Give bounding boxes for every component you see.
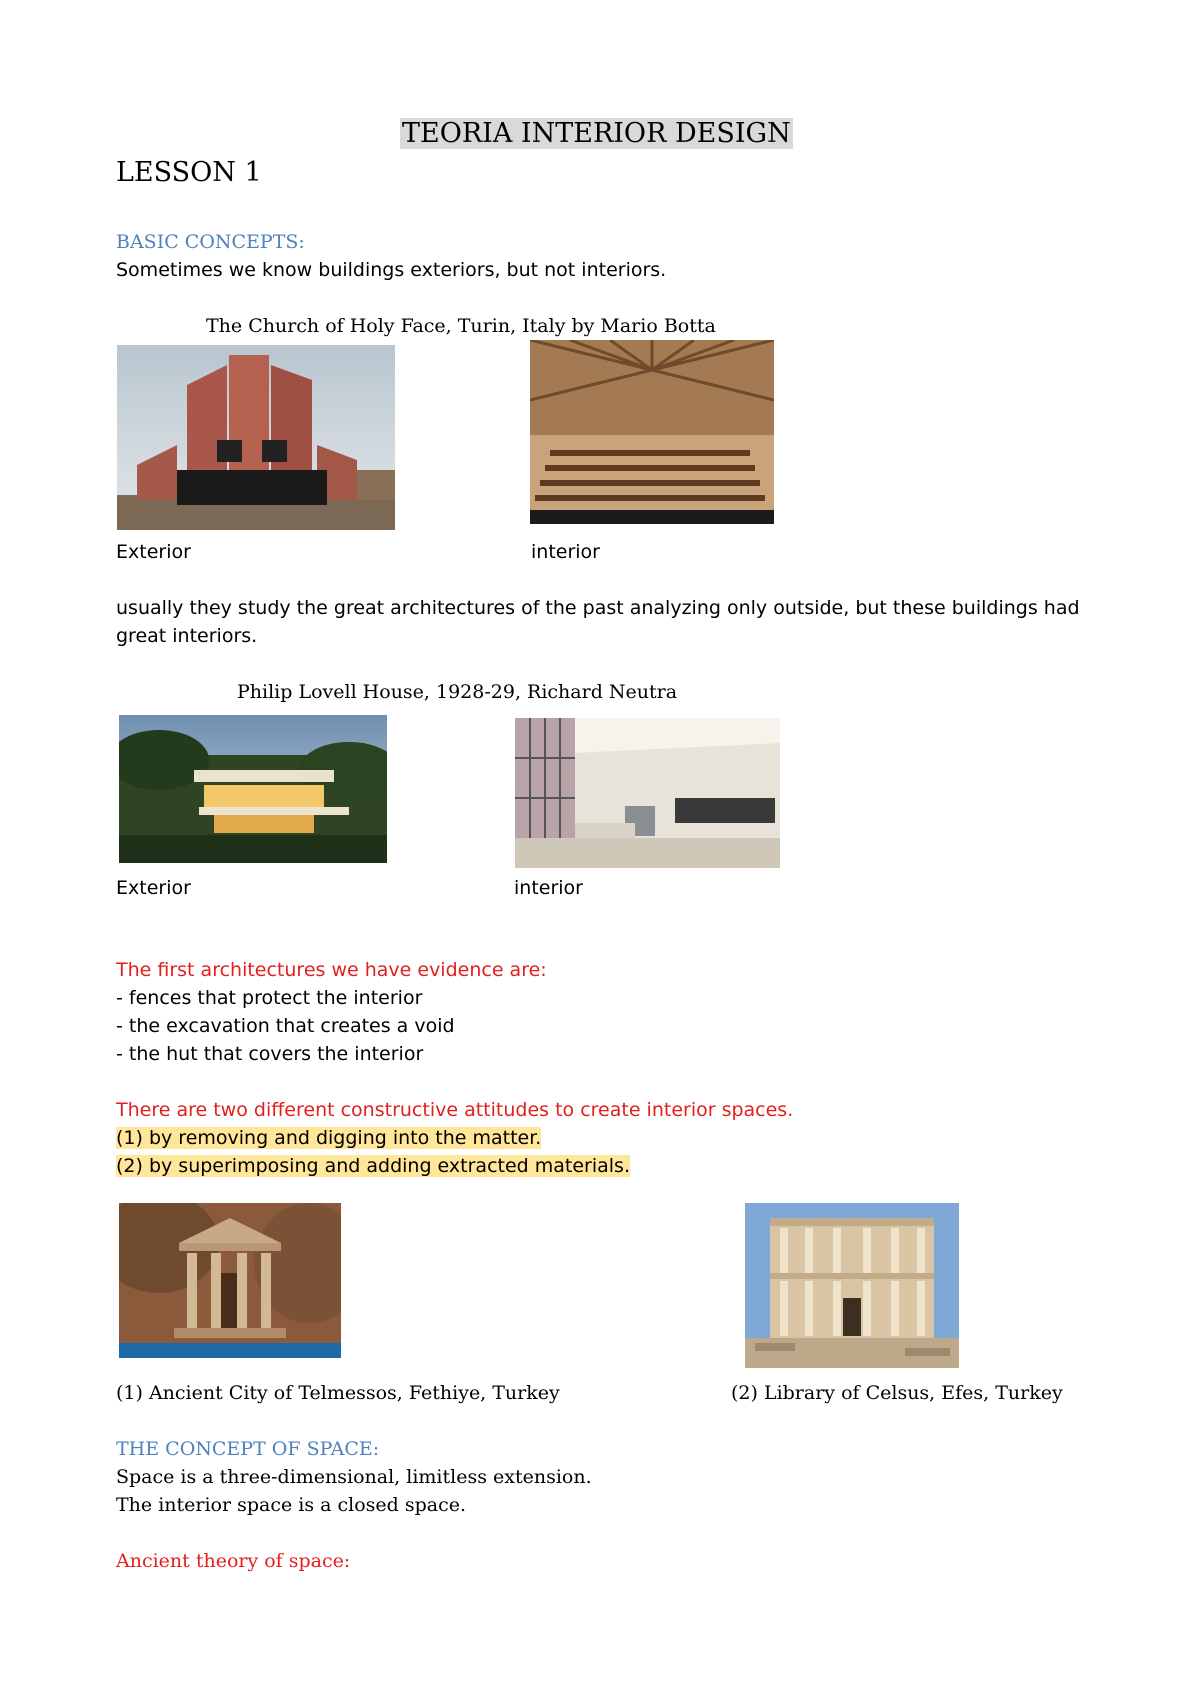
lovell-interior-image (515, 718, 780, 868)
attitude-removing: (1) by removing and digging into the matter. (116, 1127, 542, 1149)
lesson-heading: LESSON 1 (116, 157, 262, 188)
interior-label-2: interior (514, 877, 583, 899)
list-item-fences: - fences that protect the interior (116, 987, 423, 1009)
exterior-label-2: Exterior (116, 877, 191, 899)
concept-of-space-heading: THE CONCEPT OF SPACE: (116, 1438, 380, 1460)
basic-concepts-heading: BASIC CONCEPTS: (116, 231, 305, 253)
ancient-theory-heading: Ancient theory of space: (116, 1550, 351, 1572)
document-title: TEORIA INTERIOR DESIGN (402, 118, 791, 149)
attitude-superimposing: (2) by superimposing and adding extracted materials. (116, 1155, 630, 1177)
church-exterior-image (117, 345, 395, 530)
space-line-1: Space is a three-dimensional, limitless extension. (116, 1466, 592, 1488)
lovell-exterior-image (119, 715, 387, 863)
space-line-2: The interior space is a closed space. (116, 1494, 467, 1516)
exterior-label-1: Exterior (116, 541, 191, 563)
celsus-image (745, 1203, 959, 1368)
telmessos-image (119, 1203, 341, 1358)
list-item-excavation: - the excavation that creates a void (116, 1015, 455, 1037)
interior-label-1: interior (531, 541, 600, 563)
first-architectures-heading: The first architectures we have evidence are: (116, 959, 547, 981)
church-caption: The Church of Holy Face, Turin, Italy by Mario Botta (206, 315, 716, 337)
attitudes-heading: There are two different constructive attitudes to create interior spaces. (116, 1099, 794, 1121)
telmessos-caption: (1) Ancient City of Telmessos, Fethiye, Turkey (116, 1382, 560, 1404)
celsus-caption: (2) Library of Celsus, Efes, Turkey (731, 1382, 1063, 1404)
paragraph-line-1: usually they study the great architectures of the past analyzing only outside, but these buildings had (116, 597, 1080, 619)
list-item-hut: - the hut that covers the interior (116, 1043, 424, 1065)
lovell-caption: Philip Lovell House, 1928-29, Richard Neutra (237, 681, 678, 703)
church-interior-image (530, 340, 774, 524)
basic-concepts-text: Sometimes we know buildings exteriors, but not interiors. (116, 259, 667, 281)
paragraph-line-2: great interiors. (116, 625, 258, 647)
